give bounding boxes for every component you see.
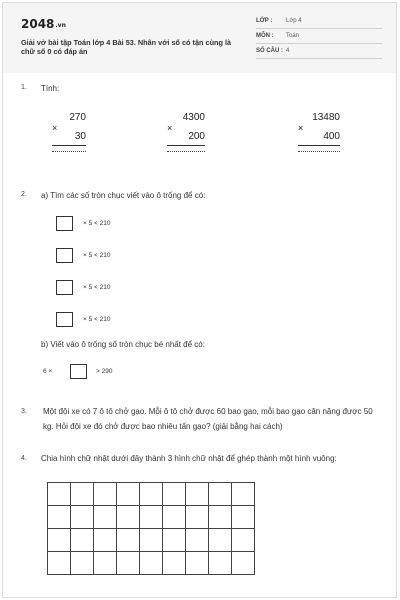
- answer-box[interactable]: [56, 312, 73, 327]
- meta-value: Toán: [286, 33, 300, 39]
- header: [3, 3, 396, 73]
- inequality: × 5 < 210: [83, 284, 111, 291]
- grid-cell: [209, 529, 232, 552]
- grid-cell: [117, 506, 140, 529]
- meta-key: LỚP :: [256, 18, 273, 24]
- grid-cell: [71, 552, 94, 575]
- answer-blank[interactable]: [167, 151, 205, 154]
- answer-box[interactable]: [56, 248, 73, 263]
- rectangle-grid: [47, 482, 255, 575]
- grid-cell: [186, 483, 209, 506]
- b-suffix: > 290: [96, 368, 113, 375]
- times-sign: ×: [298, 123, 304, 133]
- meta-class: [256, 16, 382, 29]
- inequality: × 5 < 210: [83, 252, 111, 259]
- grid-cell: [163, 483, 186, 506]
- answer-blank[interactable]: [298, 151, 340, 154]
- grid-cell: [140, 483, 163, 506]
- answer-box[interactable]: [70, 364, 87, 379]
- grid-cell: [140, 529, 163, 552]
- grid-cell: [94, 552, 117, 575]
- grid-cell: [48, 483, 71, 506]
- question-number: 4.: [21, 455, 27, 462]
- b-prefix: 6 ×: [43, 368, 53, 375]
- multiplier: 200: [188, 131, 205, 142]
- multiplier: 30: [74, 131, 86, 142]
- grid-cell: [163, 506, 186, 529]
- grid-cell: [186, 529, 209, 552]
- grid-cell: [163, 552, 186, 575]
- grid-cell: [48, 552, 71, 575]
- question-number: 3.: [21, 408, 27, 415]
- question-1-label: Tính:: [41, 84, 60, 93]
- meta-value: 4: [286, 48, 290, 54]
- meta-value: Lớp 4: [286, 18, 302, 24]
- grid-cell: [117, 552, 140, 575]
- times-sign: ×: [52, 123, 58, 133]
- grid-cell: [209, 552, 232, 575]
- multiplicand: 4300: [182, 112, 205, 123]
- inequality: × 5 < 210: [83, 220, 111, 227]
- grid-cell: [48, 529, 71, 552]
- multiplicand: 13480: [312, 112, 340, 123]
- grid-cell: [117, 483, 140, 506]
- question-number: 2.: [21, 191, 27, 198]
- grid-cell: [186, 552, 209, 575]
- meta-key: SỐ CÂU :: [256, 48, 283, 54]
- meta-subject: [256, 31, 382, 44]
- grid-cell: [94, 506, 117, 529]
- grid-cell: [71, 483, 94, 506]
- grid-cell: [48, 506, 71, 529]
- grid-cell: [232, 483, 255, 506]
- grid-cell: [140, 552, 163, 575]
- result-line: [298, 145, 340, 146]
- answer-box[interactable]: [56, 280, 73, 295]
- worksheet-page: [2, 2, 397, 598]
- grid-cell: [186, 506, 209, 529]
- site-logo[interactable]: [21, 17, 66, 31]
- answer-blank[interactable]: [52, 151, 86, 154]
- question-4-text: Chia hình chữ nhật dưới đây thành 3 hình chữ nhật để ghép thành một hình vuông:: [41, 454, 337, 463]
- grid-cell: [140, 506, 163, 529]
- grid-cell: [232, 552, 255, 575]
- grid-cell: [71, 506, 94, 529]
- grid-cell: [232, 506, 255, 529]
- grid-cell: [209, 483, 232, 506]
- grid-cell: [94, 529, 117, 552]
- result-line: [52, 145, 86, 146]
- document-title: Giải vở bài tập Toán lớp 4 Bài 53. Nhân với số có tận cùng là chữ số 0 có đáp án: [21, 38, 232, 56]
- grid-cell: [94, 483, 117, 506]
- question-2b-text: b) Viết vào ô trống số tròn chục bé nhất để có:: [41, 340, 205, 349]
- result-line: [167, 145, 205, 146]
- question-number: 1.: [21, 84, 27, 91]
- answer-box[interactable]: [56, 216, 73, 231]
- multiplier: 400: [323, 131, 340, 142]
- grid-cell: [209, 506, 232, 529]
- grid-cell: [71, 529, 94, 552]
- grid-cell: [163, 529, 186, 552]
- meta-key: MÔN :: [256, 33, 274, 39]
- logo-text: 2048: [21, 17, 55, 31]
- grid-cell: [117, 529, 140, 552]
- question-2a-text: a) Tìm các số tròn chục viết vào ô trống để có:: [41, 191, 206, 200]
- meta-question-count: [256, 46, 382, 59]
- times-sign: ×: [167, 123, 173, 133]
- logo-suffix: .vn: [55, 22, 66, 29]
- grid-cell: [232, 529, 255, 552]
- question-3-text: Một đội xe có 7 ô tô chở gạo. Mỗi ô tô chở được 60 bao gạo, mỗi bao gạo cân nặng được 50 kg. Hỏi đội xe đó chở được bao nhiêu tấn gạo? (giải bằng hai cách): [43, 407, 373, 431]
- multiplicand: 270: [69, 112, 86, 123]
- inequality: × 5 < 210: [83, 316, 111, 323]
